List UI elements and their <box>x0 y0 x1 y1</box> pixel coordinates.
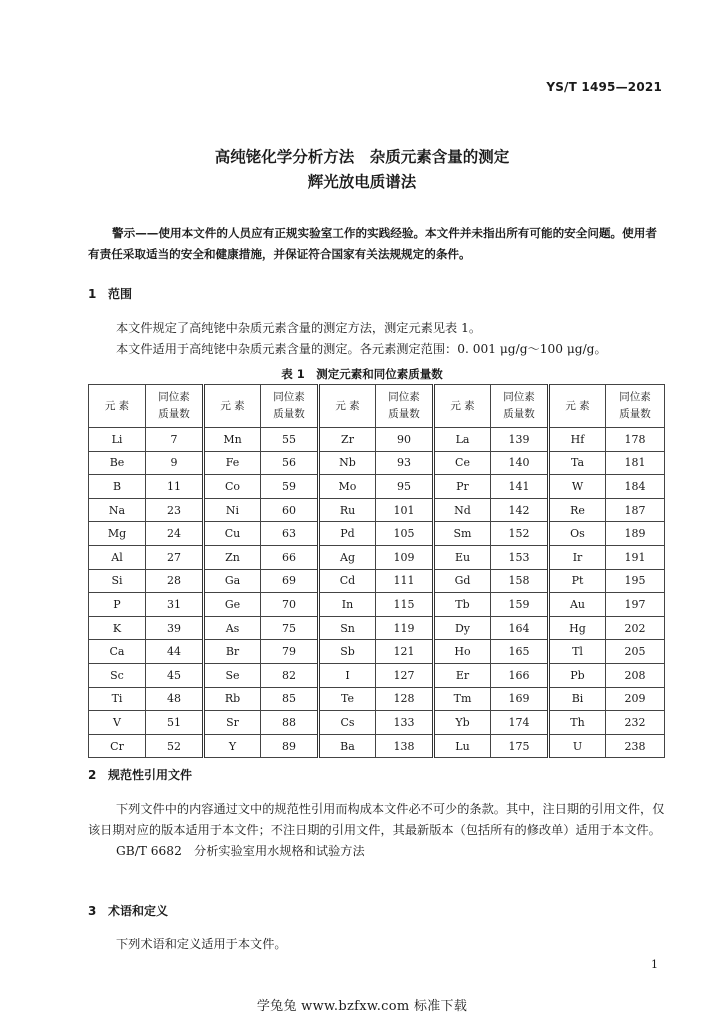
isotope-mass: 52 <box>146 734 204 758</box>
section-3-body <box>88 934 668 955</box>
element-symbol: Yb <box>434 711 491 735</box>
element-symbol: U <box>549 734 606 758</box>
isotope-mass: 197 <box>606 593 665 617</box>
element-symbol: W <box>549 475 606 499</box>
element-symbol: Mn <box>204 428 261 452</box>
isotope-mass: 159 <box>491 593 549 617</box>
section-number: 1 <box>88 287 97 301</box>
isotope-mass: 11 <box>146 475 204 499</box>
table-row <box>89 451 665 475</box>
element-symbol: Cr <box>89 734 146 758</box>
paragraph: 本文件适用于高纯铑中杂质元素含量的测定。各元素测定范围：0. 001 μg/g～100 μg/g。 <box>116 342 607 356</box>
isotope-mass: 208 <box>606 663 665 687</box>
element-symbol: Ag <box>319 545 376 569</box>
element-symbol: Pb <box>549 663 606 687</box>
isotope-mass: 82 <box>261 663 319 687</box>
header-mass-line1: 同位素 <box>619 391 651 403</box>
isotope-mass: 205 <box>606 640 665 664</box>
isotope-mass: 109 <box>376 545 434 569</box>
isotope-mass: 39 <box>146 616 204 640</box>
section-3-heading <box>88 902 168 919</box>
isotope-mass: 209 <box>606 687 665 711</box>
isotope-mass: 93 <box>376 451 434 475</box>
section-number: 2 <box>88 768 97 782</box>
isotope-mass: 70 <box>261 593 319 617</box>
isotope-mass: 75 <box>261 616 319 640</box>
isotope-mass: 158 <box>491 569 549 593</box>
header-mass-line2: 质量数 <box>619 408 651 420</box>
section-1-body <box>88 318 668 360</box>
element-symbol: Pr <box>434 475 491 499</box>
isotope-table <box>88 384 665 758</box>
element-symbol: Tm <box>434 687 491 711</box>
header-mass-number <box>491 385 549 428</box>
header-element: 元 素 <box>204 385 261 428</box>
isotope-mass: 95 <box>376 475 434 499</box>
table-row <box>89 522 665 546</box>
isotope-mass: 88 <box>261 711 319 735</box>
isotope-mass: 119 <box>376 616 434 640</box>
isotope-mass: 85 <box>261 687 319 711</box>
element-symbol: Sr <box>204 711 261 735</box>
element-symbol: Eu <box>434 545 491 569</box>
element-symbol: Nb <box>319 451 376 475</box>
element-symbol: Sc <box>89 663 146 687</box>
element-symbol: Ge <box>204 593 261 617</box>
standard-code: YS/T 1495—2021 <box>546 80 662 94</box>
isotope-mass: 142 <box>491 498 549 522</box>
element-symbol: Si <box>89 569 146 593</box>
page-number: 1 <box>651 958 658 971</box>
isotope-mass: 90 <box>376 428 434 452</box>
table-row <box>89 498 665 522</box>
section-2-body <box>88 799 668 862</box>
isotope-mass: 51 <box>146 711 204 735</box>
element-symbol: Be <box>89 451 146 475</box>
element-symbol: Se <box>204 663 261 687</box>
paragraph: 下列术语和定义适用于本文件。 <box>116 937 287 951</box>
element-symbol: Ga <box>204 569 261 593</box>
element-symbol: Ce <box>434 451 491 475</box>
element-symbol: Lu <box>434 734 491 758</box>
header-mass-number <box>261 385 319 428</box>
element-symbol: Ca <box>89 640 146 664</box>
isotope-mass: 191 <box>606 545 665 569</box>
isotope-mass: 48 <box>146 687 204 711</box>
element-symbol: Zn <box>204 545 261 569</box>
header-element: 元 素 <box>89 385 146 428</box>
isotope-mass: 202 <box>606 616 665 640</box>
isotope-mass: 24 <box>146 522 204 546</box>
element-symbol: B <box>89 475 146 499</box>
table-caption: 表 1 测定元素和同位素质量数 <box>281 367 443 381</box>
header-mass-line2: 质量数 <box>158 408 190 420</box>
isotope-mass: 28 <box>146 569 204 593</box>
element-symbol: Sb <box>319 640 376 664</box>
isotope-mass: 60 <box>261 498 319 522</box>
isotope-mass: 184 <box>606 475 665 499</box>
element-symbol: Au <box>549 593 606 617</box>
header-mass-line1: 同位素 <box>158 391 190 403</box>
element-symbol: Pd <box>319 522 376 546</box>
isotope-mass: 121 <box>376 640 434 664</box>
table-row <box>89 734 665 758</box>
isotope-mass: 105 <box>376 522 434 546</box>
table-row <box>89 640 665 664</box>
element-symbol: Os <box>549 522 606 546</box>
header-element: 元 素 <box>549 385 606 428</box>
isotope-mass: 181 <box>606 451 665 475</box>
paragraph: 本文件规定了高纯铑中杂质元素含量的测定方法，测定元素见表 1。 <box>116 321 482 335</box>
normative-reference: GB/T 6682 分析实验室用水规格和试验方法 <box>116 844 365 858</box>
isotope-mass: 66 <box>261 545 319 569</box>
element-symbol: Pt <box>549 569 606 593</box>
header-element: 元 素 <box>319 385 376 428</box>
element-symbol: Cu <box>204 522 261 546</box>
isotope-mass: 59 <box>261 475 319 499</box>
isotope-mass: 153 <box>491 545 549 569</box>
element-symbol: Zr <box>319 428 376 452</box>
isotope-mass: 189 <box>606 522 665 546</box>
header-mass-line2: 质量数 <box>503 408 535 420</box>
isotope-mass: 79 <box>261 640 319 664</box>
isotope-mass: 169 <box>491 687 549 711</box>
isotope-mass: 7 <box>146 428 204 452</box>
element-symbol: Fe <box>204 451 261 475</box>
element-symbol: Sm <box>434 522 491 546</box>
element-symbol: Ti <box>89 687 146 711</box>
element-symbol: V <box>89 711 146 735</box>
element-symbol: As <box>204 616 261 640</box>
header-mass-number <box>376 385 434 428</box>
isotope-mass: 56 <box>261 451 319 475</box>
element-symbol: I <box>319 663 376 687</box>
element-symbol: Gd <box>434 569 491 593</box>
section-2-heading <box>88 766 192 783</box>
isotope-mass: 69 <box>261 569 319 593</box>
isotope-mass: 174 <box>491 711 549 735</box>
section-1-heading <box>88 285 132 302</box>
element-symbol: Nd <box>434 498 491 522</box>
header-mass-line1: 同位素 <box>388 391 420 403</box>
isotope-mass: 128 <box>376 687 434 711</box>
isotope-mass: 178 <box>606 428 665 452</box>
element-symbol: Dy <box>434 616 491 640</box>
isotope-mass: 141 <box>491 475 549 499</box>
table-row <box>89 545 665 569</box>
footer-watermark: 学兔兔 www.bzfxw.com 标准下载 <box>256 999 468 1014</box>
element-symbol: Br <box>204 640 261 664</box>
element-symbol: Th <box>549 711 606 735</box>
table-row <box>89 593 665 617</box>
element-symbol: Na <box>89 498 146 522</box>
table-row <box>89 663 665 687</box>
section-title: 范围 <box>108 287 133 301</box>
element-symbol: Li <box>89 428 146 452</box>
isotope-mass: 63 <box>261 522 319 546</box>
table-header-row <box>89 385 665 428</box>
safety-warning: 警示——使用本文件的人员应有正规实验室工作的实践经验。本文件并未指出所有可能的安全问题。使用者有责任采取适当的安全和健康措施，并保证符合国家有关法规规定的条件。 <box>88 226 657 261</box>
isotope-mass: 31 <box>146 593 204 617</box>
isotope-mass: 139 <box>491 428 549 452</box>
header-mass-line1: 同位素 <box>503 391 535 403</box>
section-title: 规范性引用文件 <box>108 768 193 782</box>
element-symbol: Y <box>204 734 261 758</box>
header-mass-line2: 质量数 <box>273 408 305 420</box>
isotope-mass: 89 <box>261 734 319 758</box>
isotope-mass: 166 <box>491 663 549 687</box>
element-symbol: Bi <box>549 687 606 711</box>
header-mass-line1: 同位素 <box>273 391 305 403</box>
isotope-mass: 115 <box>376 593 434 617</box>
element-symbol: La <box>434 428 491 452</box>
isotope-mass: 152 <box>491 522 549 546</box>
isotope-mass: 187 <box>606 498 665 522</box>
isotope-mass: 127 <box>376 663 434 687</box>
section-number: 3 <box>88 904 97 918</box>
table-row <box>89 711 665 735</box>
table-row <box>89 616 665 640</box>
isotope-mass: 44 <box>146 640 204 664</box>
table-row <box>89 569 665 593</box>
element-symbol: Co <box>204 475 261 499</box>
document-title-line2: 辉光放电质谱法 <box>307 173 417 191</box>
isotope-mass: 165 <box>491 640 549 664</box>
element-symbol: Al <box>89 545 146 569</box>
isotope-mass: 101 <box>376 498 434 522</box>
element-symbol: In <box>319 593 376 617</box>
element-symbol: Hg <box>549 616 606 640</box>
element-symbol: Ho <box>434 640 491 664</box>
element-symbol: Er <box>434 663 491 687</box>
isotope-mass: 232 <box>606 711 665 735</box>
paragraph: 下列文件中的内容通过文中的规范性引用而构成本文件必不可少的条款。其中，注日期的引用文件，仅该日期对应的版本适用于本文件；不注日期的引用文件，其最新版本（包括所有的修改单）适用于本文件。 <box>88 802 665 837</box>
element-symbol: Ru <box>319 498 376 522</box>
element-symbol: Mo <box>319 475 376 499</box>
element-symbol: Hf <box>549 428 606 452</box>
element-symbol: Te <box>319 687 376 711</box>
isotope-mass: 140 <box>491 451 549 475</box>
header-element: 元 素 <box>434 385 491 428</box>
isotope-mass: 23 <box>146 498 204 522</box>
isotope-mass: 138 <box>376 734 434 758</box>
header-mass-line2: 质量数 <box>388 408 420 420</box>
isotope-mass: 9 <box>146 451 204 475</box>
header-mass-number <box>606 385 665 428</box>
element-symbol: Tl <box>549 640 606 664</box>
table-row <box>89 687 665 711</box>
isotope-mass: 27 <box>146 545 204 569</box>
element-symbol: Mg <box>89 522 146 546</box>
table-row <box>89 475 665 499</box>
isotope-mass: 133 <box>376 711 434 735</box>
table-row <box>89 428 665 452</box>
header-mass-number <box>146 385 204 428</box>
isotope-mass: 55 <box>261 428 319 452</box>
element-symbol: Sn <box>319 616 376 640</box>
element-symbol: Re <box>549 498 606 522</box>
isotope-mass: 111 <box>376 569 434 593</box>
element-symbol: Cd <box>319 569 376 593</box>
element-symbol: Ni <box>204 498 261 522</box>
isotope-mass: 195 <box>606 569 665 593</box>
isotope-mass: 45 <box>146 663 204 687</box>
isotope-mass: 164 <box>491 616 549 640</box>
element-symbol: K <box>89 616 146 640</box>
element-symbol: Ta <box>549 451 606 475</box>
element-symbol: Rb <box>204 687 261 711</box>
element-symbol: Tb <box>434 593 491 617</box>
isotope-mass: 175 <box>491 734 549 758</box>
section-title: 术语和定义 <box>108 904 169 918</box>
element-symbol: Ba <box>319 734 376 758</box>
element-symbol: P <box>89 593 146 617</box>
isotope-mass: 238 <box>606 734 665 758</box>
document-title-line1: 高纯铑化学分析方法 杂质元素含量的测定 <box>214 148 510 166</box>
element-symbol: Cs <box>319 711 376 735</box>
element-symbol: Ir <box>549 545 606 569</box>
